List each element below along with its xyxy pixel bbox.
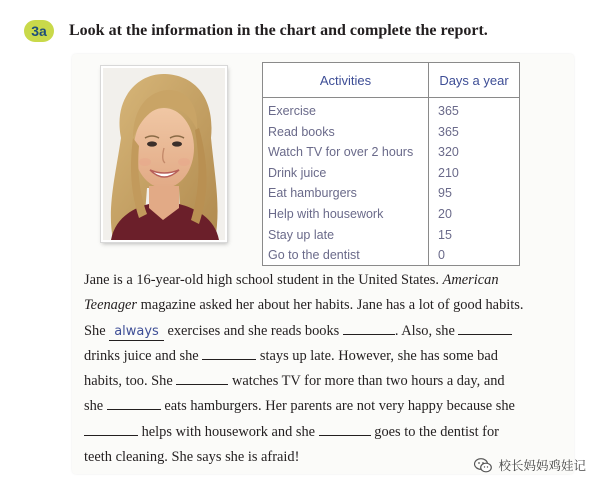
- report-text: She: [84, 322, 110, 339]
- activity-cell: Eat hamburgers: [268, 186, 357, 201]
- report-text: stays up late. However, she has some bad: [256, 347, 498, 364]
- activity-cell: Help with housework: [268, 206, 384, 221]
- exercise-instruction: Look at the information in the chart and complete the report.: [69, 22, 488, 39]
- activity-cell: Go to the dentist: [268, 248, 360, 263]
- table-body: [263, 98, 519, 266]
- report-text: helps with housework and she: [138, 423, 319, 440]
- days-cell: 365: [438, 104, 459, 118]
- girl-photo: [101, 66, 227, 242]
- answer-blank[interactable]: [176, 369, 228, 385]
- activity-cell: Watch TV for over 2 hours: [268, 145, 414, 160]
- report-text: teeth cleaning. She says she is afraid!: [84, 449, 300, 466]
- days-cell: 20: [438, 206, 452, 221]
- habits-table: [262, 62, 520, 266]
- column-header-activities: Activities: [263, 63, 429, 97]
- days-cell: 15: [438, 227, 452, 242]
- exercise-badge: 3a: [24, 20, 54, 42]
- days-cell: 365: [438, 124, 459, 139]
- report-text: . Also, she: [394, 322, 459, 339]
- report-text: drinks juice and she: [84, 347, 203, 364]
- report-text: she: [84, 398, 107, 415]
- activity-cell: Read books: [268, 124, 335, 139]
- report-text: magazine asked her about her habits. Jane has a lot of good habits.: [137, 297, 524, 314]
- answer-blank[interactable]: [107, 394, 161, 410]
- report-text: exercises and she reads books: [163, 322, 343, 339]
- activities-column: [263, 98, 429, 266]
- activity-cell: Stay up late: [268, 227, 335, 242]
- watermark: [474, 456, 586, 474]
- report-text: goes to the dentist for: [370, 423, 499, 440]
- answer-blank-always: always: [109, 324, 164, 341]
- answer-blank[interactable]: [458, 319, 512, 335]
- wechat-icon: [474, 458, 492, 473]
- report-paragraph: [84, 268, 568, 470]
- answer-blank[interactable]: [319, 420, 371, 436]
- days-cell: 95: [438, 186, 452, 201]
- exercise-header: [24, 20, 488, 42]
- report-text: habits, too. She: [84, 373, 177, 390]
- report-text: eats hamburgers. Her parents are not very happy because she: [160, 398, 515, 415]
- answer-blank[interactable]: [84, 420, 138, 436]
- activity-cell: Exercise: [268, 104, 316, 118]
- days-cell: 320: [438, 145, 459, 160]
- watermark-text: 校长妈妈鸡娃记: [498, 458, 586, 473]
- table-header-row: [263, 63, 519, 98]
- report-text-italic: Teenager: [84, 297, 138, 314]
- days-cell: 0: [438, 248, 445, 263]
- report-text: watches TV for more than two hours a day, and: [228, 373, 505, 390]
- activity-cell: Drink juice: [268, 165, 327, 180]
- answer-blank[interactable]: [343, 319, 395, 335]
- report-text-italic: American: [442, 272, 499, 288]
- answer-blank[interactable]: [202, 344, 256, 360]
- exercise-card: [72, 54, 574, 474]
- report-text: Jane is a 16-year-old high school student in the United States.: [84, 272, 443, 288]
- girl-portrait-illustration: [103, 68, 225, 240]
- days-cell: 210: [438, 165, 459, 180]
- days-column: [429, 98, 519, 266]
- column-header-days: Days a year: [439, 72, 509, 88]
